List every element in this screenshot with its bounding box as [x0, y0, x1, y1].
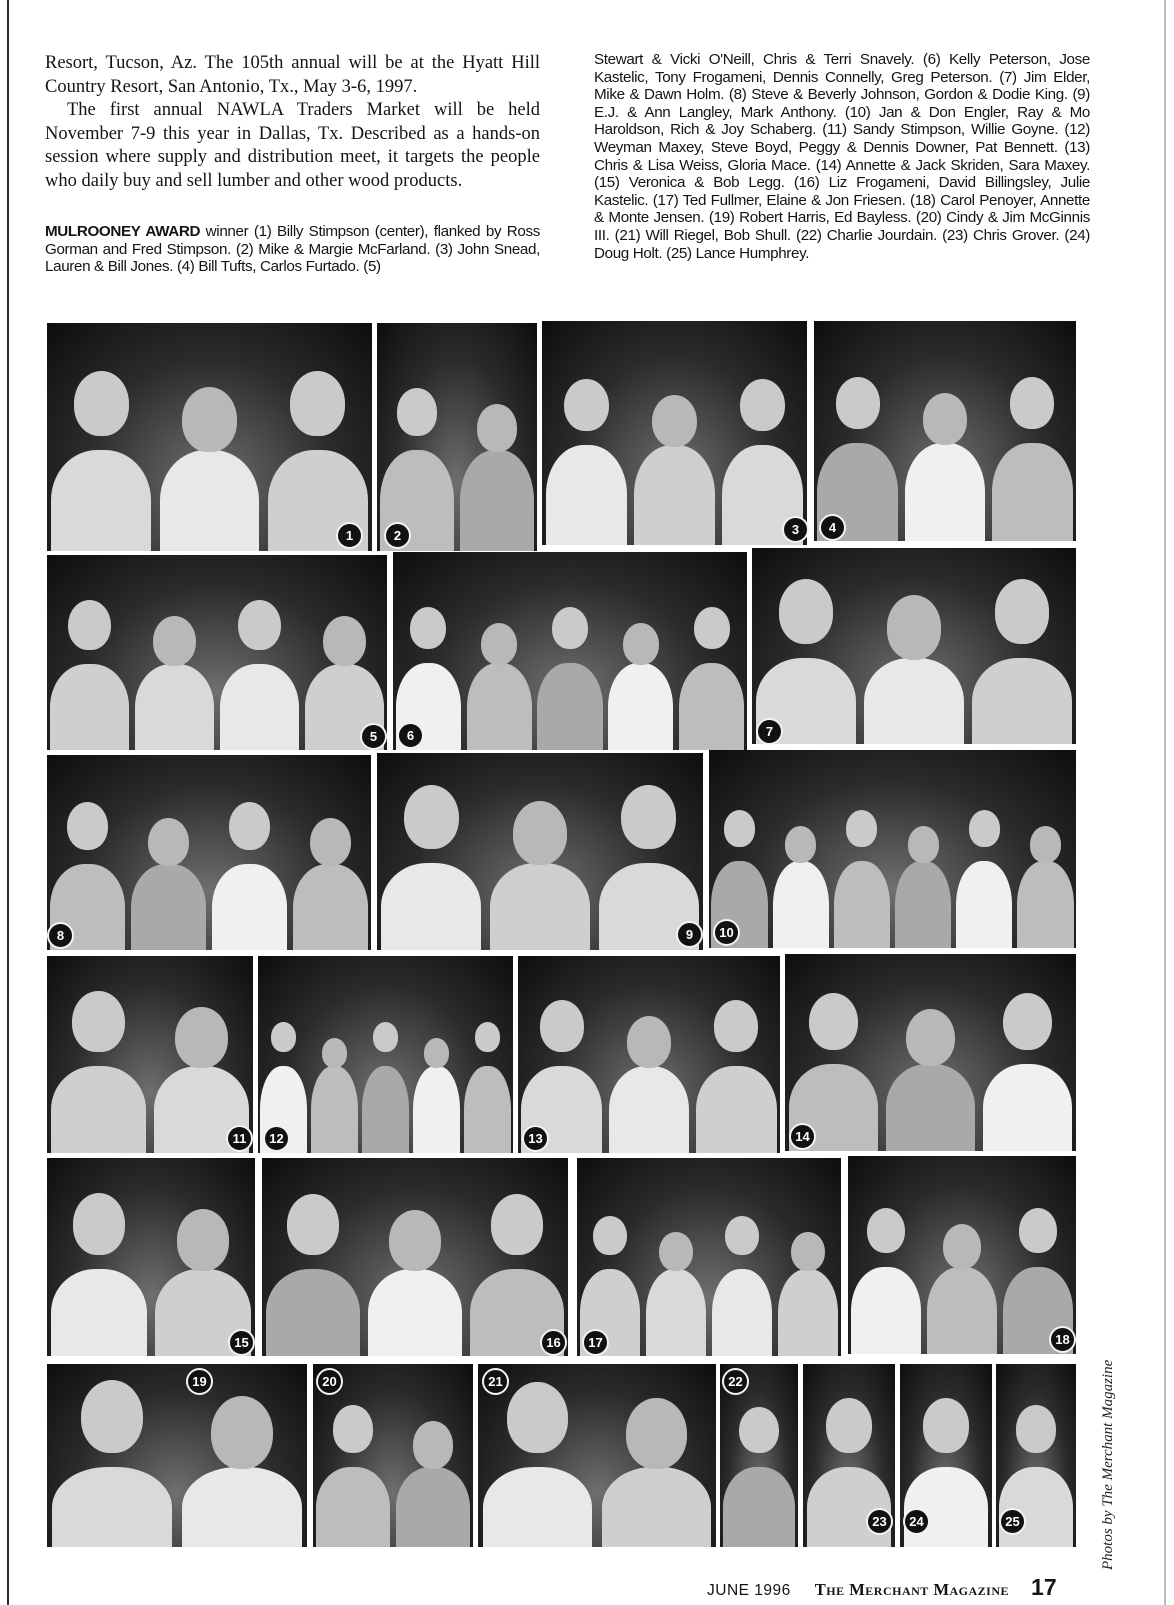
- person-figure: [956, 861, 1012, 948]
- person-face: [694, 607, 730, 649]
- person-face: [73, 1193, 126, 1255]
- caption-lead: MULROONEY AWARD: [45, 223, 201, 240]
- event-photo: [377, 753, 703, 950]
- person-figure: [778, 1269, 839, 1356]
- person-figure: [311, 1066, 358, 1153]
- person-figure: [537, 663, 602, 750]
- person-figure: [293, 864, 368, 950]
- event-photo: [262, 1158, 568, 1356]
- person-face: [867, 1208, 905, 1253]
- person-figure: [972, 658, 1071, 744]
- person-face: [714, 1000, 758, 1052]
- person-face: [424, 1038, 450, 1068]
- person-figure: [50, 664, 128, 750]
- person-figure: [679, 663, 744, 750]
- photo-credit: Photos by The Merchant Magazine: [1100, 1359, 1116, 1570]
- person-figure: [212, 864, 287, 950]
- person-face: [593, 1216, 626, 1255]
- person-face: [1019, 1208, 1057, 1253]
- person-face: [72, 991, 124, 1052]
- person-face: [310, 818, 351, 866]
- photo-number-badge: 20: [316, 1368, 343, 1395]
- page-footer: [707, 1574, 1057, 1600]
- person-figure: [483, 1467, 592, 1547]
- person-face: [626, 1398, 686, 1469]
- photo-number-badge: 16: [540, 1329, 567, 1356]
- person-figure: [895, 861, 951, 948]
- person-face: [659, 1232, 692, 1271]
- person-face: [404, 785, 459, 850]
- person-figure: [834, 861, 890, 948]
- left-column: [45, 52, 540, 276]
- person-face: [229, 802, 270, 850]
- photo-number-badge: 18: [1049, 1326, 1076, 1353]
- photo-number-badge: 15: [228, 1329, 255, 1356]
- person-figure: [927, 1267, 997, 1354]
- photo-number-badge: 4: [819, 514, 846, 541]
- person-face: [287, 1194, 339, 1255]
- person-face: [477, 404, 517, 452]
- person-face: [81, 1380, 143, 1453]
- person-face: [389, 1210, 441, 1271]
- person-figure: [182, 1467, 302, 1547]
- photo-number-badge: 23: [866, 1508, 893, 1535]
- event-photo: [752, 548, 1076, 744]
- person-face: [507, 1382, 567, 1453]
- event-photo: [47, 555, 387, 750]
- person-figure: [467, 663, 532, 750]
- person-face: [836, 377, 880, 429]
- person-face: [943, 1224, 981, 1269]
- person-face: [906, 1009, 955, 1067]
- person-face: [74, 371, 129, 436]
- person-figure: [992, 443, 1072, 541]
- person-figure: [864, 658, 963, 744]
- person-face: [564, 379, 609, 432]
- person-figure: [608, 663, 673, 750]
- person-face: [67, 802, 108, 850]
- page-number: 17: [1031, 1574, 1057, 1600]
- person-figure: [983, 1064, 1072, 1151]
- person-face: [323, 616, 366, 667]
- person-face: [540, 1000, 584, 1052]
- event-photo: [47, 1364, 307, 1547]
- event-photo: [785, 954, 1076, 1151]
- person-face: [791, 1232, 824, 1271]
- person-face: [322, 1038, 348, 1068]
- photo-number-badge: 3: [782, 516, 809, 543]
- person-face: [397, 388, 437, 436]
- photo-number-badge: 2: [384, 522, 411, 549]
- event-photo: [542, 321, 807, 545]
- photo-number-badge: 5: [360, 723, 387, 750]
- photo-number-badge: 7: [756, 718, 783, 745]
- event-photo: [848, 1156, 1076, 1354]
- photo-number-badge: 9: [676, 921, 703, 948]
- person-face: [995, 579, 1050, 643]
- event-photo: [709, 750, 1076, 948]
- caption-text: winner (1) Billy Stimpson (center), flanked by Ross Gorman and Fred Stimpson. (2) Mike & Margie McFarland. (3) John Snead, Lauren & Bill Jones. (4) Bill Tufts, Carlos Furtado. (5): [45, 223, 540, 276]
- person-face: [725, 1216, 758, 1255]
- event-photo: [518, 956, 780, 1153]
- person-face: [1003, 993, 1052, 1051]
- person-face: [68, 600, 111, 651]
- person-figure: [135, 664, 213, 750]
- person-figure: [381, 863, 481, 950]
- person-face: [923, 1398, 970, 1453]
- photo-caption-continued: Stewart & Vicki O'Neill, Chris & Terri Snavely. (6) Kelly Peterson, Jose Kastelic, Tony Frogameni, Dennis Connelly, Greg Peterson. (7) Jim Elder, Mike & Dawn Holm. (8) Steve & Beverly Johnson, Gordon & Dodie King. (9) E.J. & Ann Langley, Mark Anthony. (10) Jan & Don Engler, Ray & Mo Haroldson, Rich & Joy Schaberg. (11) Sandy Stimpson, Willie Goyne. (12) Weyman Maxey, Steve Boyd, Peggy & Dennis Downer, Pat Bennett. (13) Chris & Lisa Weiss, Gloria Mace. (14) Annette & Jack Skriden, Sara Maxey. (15) Veronica & Bob Legg. (16) Liz Frogameni, David Billingsley, Julie Kastelic. (17) Ted Fullmer, Elaine & Jon Friesen. (18) Carol Penoyer, Annette & Monte Jensen. (19) Robert Harris, Ed Bayless. (20) Cindy & Jim McGinnis III. (21) Will Riegel, Bob Shull. (22) Charlie Jourdain. (23) Chris Grover. (24) Doug Holt. (25) Lance Humphrey.: [594, 51, 1090, 262]
- photo-number-badge: 12: [263, 1125, 290, 1152]
- person-face: [238, 600, 281, 651]
- photo-number-badge: 6: [397, 722, 424, 749]
- person-face: [779, 579, 834, 643]
- photo-number-badge: 22: [722, 1368, 749, 1395]
- article-paragraph: Resort, Tucson, Az. The 105th annual will be at the Hyatt Hill Country Resort, San Antonio, Tx., May 3-6, 1997.: [45, 53, 540, 97]
- person-figure: [490, 863, 590, 950]
- person-figure: [413, 1066, 460, 1153]
- person-face: [826, 1398, 873, 1453]
- person-figure: [609, 1066, 689, 1153]
- person-face: [491, 1194, 543, 1255]
- person-figure: [368, 1269, 462, 1356]
- person-figure: [131, 864, 206, 950]
- person-face: [182, 387, 237, 452]
- event-photo: [478, 1364, 716, 1547]
- person-face: [1010, 377, 1054, 429]
- photo-number-badge: 11: [226, 1125, 253, 1152]
- photo-number-badge: 24: [903, 1508, 930, 1535]
- person-face: [1030, 826, 1061, 863]
- person-face: [481, 623, 517, 665]
- person-face: [413, 1421, 453, 1469]
- person-face: [621, 785, 676, 850]
- person-face: [627, 1016, 671, 1068]
- person-figure: [51, 450, 151, 551]
- person-face: [809, 993, 858, 1051]
- person-face: [969, 810, 1000, 847]
- photo-number-badge: 8: [47, 922, 74, 949]
- event-photo: [577, 1158, 841, 1356]
- photo-number-badge: 10: [713, 919, 740, 946]
- person-face: [740, 379, 785, 432]
- person-face: [290, 371, 345, 436]
- photo-number-badge: 19: [186, 1368, 213, 1395]
- photo-number-badge: 1: [336, 522, 363, 549]
- person-face: [410, 607, 446, 649]
- event-photo: [814, 321, 1076, 541]
- person-face: [652, 395, 697, 448]
- person-figure: [460, 450, 534, 551]
- person-face: [785, 826, 816, 863]
- magazine-name: The Merchant Magazine: [814, 1580, 1010, 1599]
- event-photo: [258, 956, 513, 1153]
- photo-number-badge: 25: [999, 1508, 1026, 1535]
- person-figure: [51, 1269, 147, 1356]
- person-figure: [316, 1467, 390, 1547]
- person-face: [271, 1022, 297, 1052]
- person-figure: [266, 1269, 360, 1356]
- person-figure: [51, 1066, 146, 1153]
- person-figure: [886, 1064, 975, 1151]
- photo-number-badge: 13: [522, 1125, 549, 1152]
- person-figure: [220, 664, 298, 750]
- person-figure: [696, 1066, 776, 1153]
- person-face: [513, 801, 568, 866]
- event-photo: [47, 1158, 255, 1356]
- event-photo: [47, 755, 371, 950]
- person-figure: [396, 1467, 470, 1547]
- person-face: [923, 393, 967, 445]
- photo-number-badge: 14: [789, 1123, 816, 1150]
- person-figure: [723, 1467, 795, 1547]
- event-photo: [377, 323, 537, 551]
- person-face: [623, 623, 659, 665]
- page-edge-right: [1164, 0, 1166, 1605]
- person-figure: [634, 445, 715, 545]
- photo-number-badge: 17: [582, 1329, 609, 1356]
- page-edge-left: [7, 0, 9, 1605]
- person-figure: [602, 1467, 711, 1547]
- person-face: [333, 1405, 373, 1453]
- person-face: [724, 810, 755, 847]
- person-figure: [646, 1269, 707, 1356]
- person-figure: [905, 443, 985, 541]
- photo-number-badge: 21: [482, 1368, 509, 1395]
- person-face: [908, 826, 939, 863]
- person-face: [373, 1022, 399, 1052]
- person-figure: [52, 1467, 172, 1547]
- person-face: [1016, 1405, 1056, 1453]
- person-figure: [712, 1269, 773, 1356]
- article-paragraph: The first annual NAWLA Traders Market will be held November 7-9 this year in Dallas, Tx. Described as a hands-on session where supply and distribution meet, it targets the people who daily buy and sell lumber and other wood products.: [45, 100, 540, 191]
- person-face: [552, 607, 588, 649]
- person-figure: [362, 1066, 409, 1153]
- person-face: [739, 1407, 778, 1454]
- person-figure: [546, 445, 627, 545]
- person-face: [887, 595, 942, 659]
- person-face: [475, 1022, 501, 1052]
- person-figure: [464, 1066, 511, 1153]
- issue-date: JUNE 1996: [707, 1582, 791, 1599]
- person-figure: [773, 861, 829, 948]
- photo-caption: [45, 223, 540, 276]
- event-photo: [393, 552, 747, 750]
- person-figure: [851, 1267, 921, 1354]
- event-photo: [47, 323, 372, 551]
- person-figure: [1017, 861, 1073, 948]
- person-face: [846, 810, 877, 847]
- person-face: [153, 616, 196, 667]
- event-photo: [47, 956, 253, 1153]
- person-face: [177, 1209, 230, 1271]
- person-face: [148, 818, 189, 866]
- person-figure: [160, 450, 260, 551]
- right-column: [594, 51, 1090, 262]
- person-face: [175, 1007, 227, 1068]
- person-face: [211, 1396, 273, 1469]
